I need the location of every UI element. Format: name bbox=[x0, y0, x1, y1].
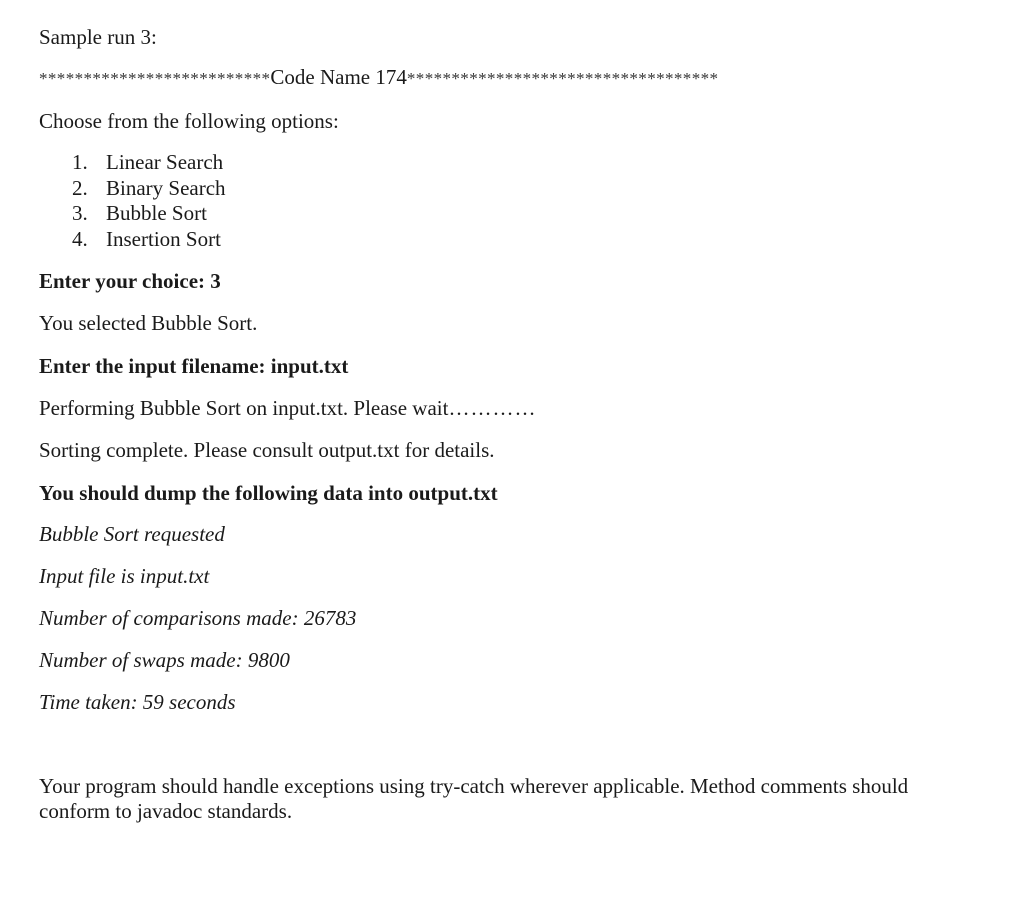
complete-message: Sorting complete. Please consult output.txt for details. bbox=[39, 438, 495, 462]
list-item bbox=[72, 176, 226, 202]
option-label: Insertion Sort bbox=[106, 226, 221, 251]
options-list bbox=[72, 150, 226, 252]
filename-prompt: Enter the input filename: input.txt bbox=[39, 354, 349, 378]
options-prompt: Choose from the following options: bbox=[39, 109, 339, 133]
list-item bbox=[72, 150, 226, 176]
output-line: Number of swaps made: 9800 bbox=[39, 648, 290, 672]
output-line: Number of comparisons made: 26783 bbox=[39, 606, 357, 630]
option-number: 4. bbox=[72, 226, 88, 251]
dump-heading: You should dump the following data into output.txt bbox=[39, 481, 498, 505]
output-line: Input file is input.txt bbox=[39, 564, 210, 588]
performing-dots: ………… bbox=[448, 396, 537, 420]
selected-message: You selected Bubble Sort. bbox=[39, 311, 258, 335]
code-name-banner bbox=[39, 64, 718, 92]
performing-message bbox=[39, 395, 536, 421]
sample-run-heading: Sample run 3: bbox=[39, 25, 157, 49]
requirements-paragraph: Your program should handle exceptions using try-catch wherever applicable. Method comments should conform to javadoc standards. bbox=[39, 774, 909, 823]
performing-text: Performing Bubble Sort on input.txt. Please wait bbox=[39, 396, 449, 420]
option-label: Linear Search bbox=[106, 150, 224, 174]
output-line: Time taken: 59 seconds bbox=[39, 690, 236, 714]
option-label: Bubble Sort bbox=[106, 201, 207, 225]
choice-prompt: Enter your choice: 3 bbox=[39, 269, 221, 293]
output-line: Bubble Sort requested bbox=[39, 522, 225, 546]
option-number: 1. bbox=[72, 150, 88, 174]
option-label: Binary Search bbox=[106, 175, 226, 200]
banner-title: Code Name 174 bbox=[270, 65, 407, 89]
list-item bbox=[72, 227, 226, 253]
banner-stars-right: *********************************** bbox=[406, 69, 719, 88]
banner-stars-left: ************************** bbox=[39, 69, 271, 88]
option-number: 3. bbox=[72, 201, 88, 225]
option-number: 2. bbox=[72, 175, 88, 200]
list-item bbox=[72, 201, 226, 227]
